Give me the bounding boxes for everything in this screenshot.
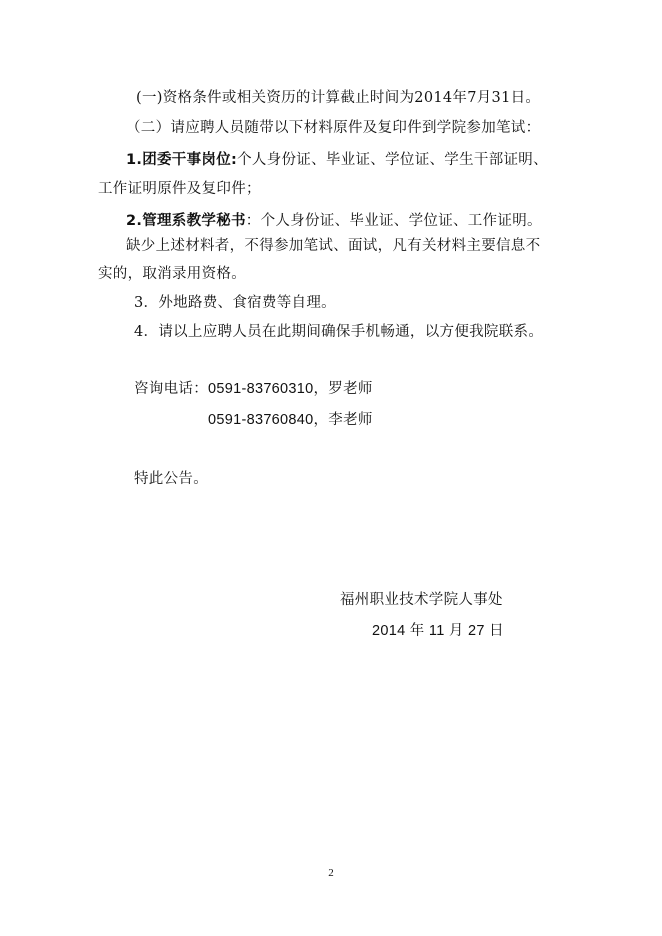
post-2-line: [126, 211, 542, 231]
post-1-text: 个人身份证、毕业证、学位证、学生干部证明、: [237, 152, 548, 168]
note-item-2: （二）请应聘人员随带以下材料原件及复印件到学院参加笔试：: [126, 120, 541, 136]
page-number: 2: [328, 867, 334, 879]
note-item-3: 3．外地路费、食宿费等自理。: [134, 295, 336, 311]
missing-materials-continuation: 实的，取消录用资格。: [98, 266, 246, 282]
signature-date: 2014 年 11 月 27 日: [372, 623, 504, 639]
contact-phone-1: 0591-83760310，罗老师: [208, 381, 373, 397]
note-item-1: (一)资格条件或相关资历的计算截止时间为2014年7月31日。: [136, 90, 541, 106]
contact-phone-2: 0591-83760840，李老师: [208, 412, 373, 428]
signature-org: 福州职业技术学院人事处: [340, 592, 503, 608]
missing-materials-line: 缺少上述材料者，不得参加笔试、面试，凡有关材料主要信息不: [126, 238, 541, 254]
contact-line-1: [134, 379, 373, 399]
post-2-text: ：个人身份证、毕业证、学位证、工作证明。: [245, 213, 542, 229]
closing-statement: 特此公告。: [134, 471, 208, 487]
post-1-continuation: 工作证明原件及复印件；: [98, 181, 261, 197]
contact-label: 咨询电话：: [134, 381, 208, 397]
post-1-line: [126, 150, 548, 170]
note-item-4: 4．请以上应聘人员在此期间确保手机畅通，以方便我院联系。: [134, 324, 544, 340]
post-2-label: 2.管理系教学秘书: [126, 213, 246, 229]
post-1-label: 1.团委干事岗位:: [126, 152, 238, 168]
